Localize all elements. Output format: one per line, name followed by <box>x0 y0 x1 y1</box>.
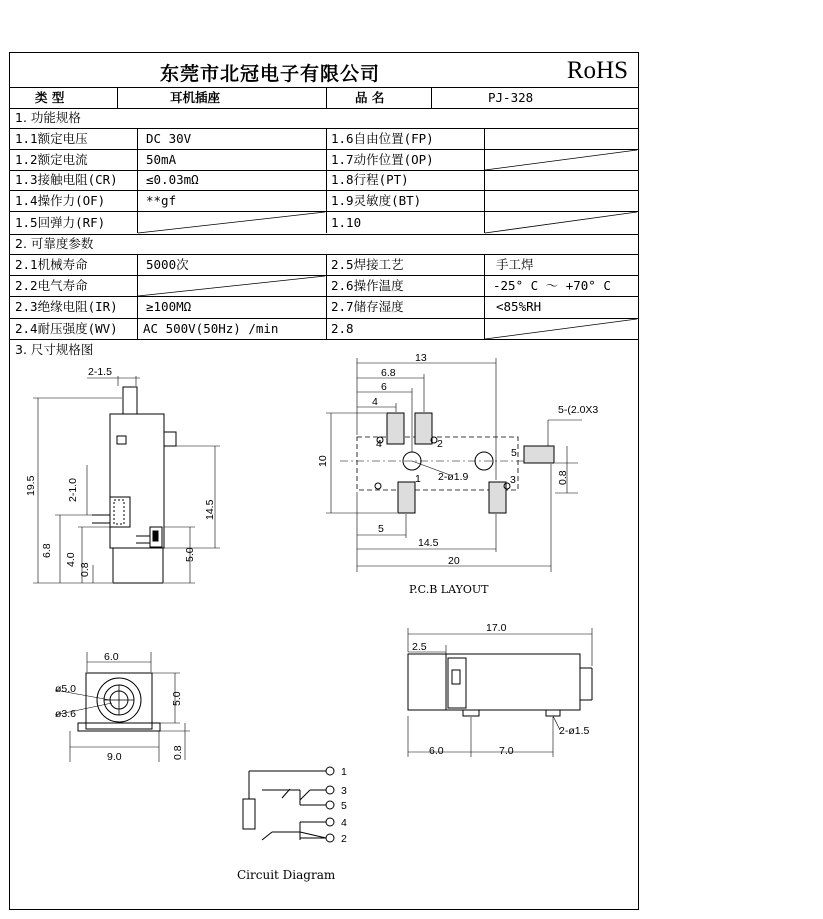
spec-label: 2.1机械寿命 <box>15 257 88 272</box>
rohs-mark: RoHS <box>566 57 628 84</box>
circuit-diagram <box>243 767 334 842</box>
dim-label: 7.0 <box>499 745 514 757</box>
spec-value: -25° C ～ +70° C <box>493 278 611 293</box>
pcb-caption: P.C.B LAYOUT <box>409 583 489 596</box>
dim-label: 2.5 <box>412 641 427 653</box>
circuit-caption: Circuit Diagram <box>237 868 336 882</box>
dim-label: 0.8 <box>79 562 91 577</box>
dim-label: 6.0 <box>104 651 119 663</box>
dim-label: 4.0 <box>65 552 77 567</box>
dim-label: ø3.6 <box>55 708 77 720</box>
pin-number: 4 <box>376 438 382 450</box>
dim-label: 19.5 <box>25 475 37 496</box>
spec-label: 2.5焊接工艺 <box>331 257 404 272</box>
spec-value: 50mA <box>146 152 177 167</box>
spec-label: 2.6操作温度 <box>331 278 404 293</box>
name-label: 品 名 <box>355 90 385 105</box>
spec-label: 1.6自由位置(FP) <box>331 131 434 146</box>
pin-number: 3 <box>341 785 347 797</box>
dim-label: 4 <box>372 396 378 408</box>
pin-number: 2 <box>437 438 443 450</box>
spec-label: 1.10 <box>331 215 362 230</box>
company-name: 东莞市北冠电子有限公司 <box>160 63 381 85</box>
front-view-drawing <box>55 652 190 762</box>
dim-label: 6 <box>381 381 387 393</box>
spec-label: 2.4耐压强度(WV) <box>15 321 118 336</box>
pin-number: 5 <box>341 800 347 812</box>
spec-label: 2.8 <box>331 321 354 336</box>
type-label: 类 型 <box>35 90 65 105</box>
pin-number: 1 <box>415 473 421 485</box>
spec-label: 1.9灵敏度(BT) <box>331 193 422 208</box>
spec-label: 1.7动作位置(OP) <box>331 152 434 167</box>
spec-value: ≥100MΩ <box>146 299 192 314</box>
spec-label: 1.1额定电压 <box>15 131 88 146</box>
spec-value: 手工焊 <box>496 257 534 272</box>
dim-label: 5-(2.0X3 <box>558 404 599 416</box>
spec-value: **gf <box>146 193 177 208</box>
name-value: PJ-328 <box>488 90 534 105</box>
dim-label: 2-ø1.5 <box>559 725 590 737</box>
pcb-layout-drawing <box>326 358 582 572</box>
spec-label: 1.4操作力(OF) <box>15 193 106 208</box>
section2-title: 2. 可靠度参数 <box>15 236 94 251</box>
pin-number: 1 <box>341 766 347 778</box>
pin-number: 3 <box>510 474 516 486</box>
dim-label: 10 <box>317 455 329 467</box>
spec-value: ≤0.03mΩ <box>146 172 199 187</box>
spec-label: 2.7储存湿度 <box>331 299 404 314</box>
spec-value: DC 30V <box>146 131 192 146</box>
dim-label: 6.8 <box>381 367 396 379</box>
dim-label: 2-1.5 <box>88 366 112 378</box>
spec-value: 5000次 <box>146 257 189 272</box>
dim-label: 2-ø1.9 <box>438 471 469 483</box>
pin-number: 4 <box>341 817 347 829</box>
type-value: 耳机插座 <box>170 90 221 105</box>
dim-label: 17.0 <box>486 622 507 634</box>
dim-label: ø5.0 <box>55 683 77 695</box>
dim-label: 9.0 <box>107 751 122 763</box>
dim-label: 20 <box>448 555 460 567</box>
dim-label: 0.8 <box>557 470 569 485</box>
spec-label: 1.2额定电流 <box>15 152 88 167</box>
spec-label: 2.3绝缘电阻(IR) <box>15 299 118 314</box>
dim-label: 5.0 <box>184 547 196 562</box>
dim-label: 6.0 <box>429 745 444 757</box>
spec-label: 1.8行程(PT) <box>331 172 409 187</box>
dim-label: 6.8 <box>41 543 53 558</box>
spec-label: 2.2电气寿命 <box>15 278 88 293</box>
spec-label: 1.5回弹力(RF) <box>15 215 106 230</box>
section1-title: 1. 功能规格 <box>15 110 81 125</box>
dim-label: 13 <box>415 352 427 364</box>
spec-value: AC 500V(50Hz) /min <box>143 321 279 336</box>
spec-value: <85%RH <box>496 299 542 314</box>
pin-number: 5 <box>511 447 517 459</box>
dim-label: 5 <box>378 523 384 535</box>
dim-label: 14.5 <box>204 499 216 520</box>
section3-title: 3. 尺寸规格图 <box>15 342 94 357</box>
pin-number: 2 <box>341 833 347 845</box>
spec-label: 1.3接触电阻(CR) <box>15 172 118 187</box>
dim-label: 5.0 <box>171 691 183 706</box>
top-view-drawing <box>408 628 592 757</box>
dim-label: 2-1.0 <box>67 478 79 502</box>
dim-label: 14.5 <box>418 537 439 549</box>
dim-label: 0.8 <box>172 745 184 760</box>
